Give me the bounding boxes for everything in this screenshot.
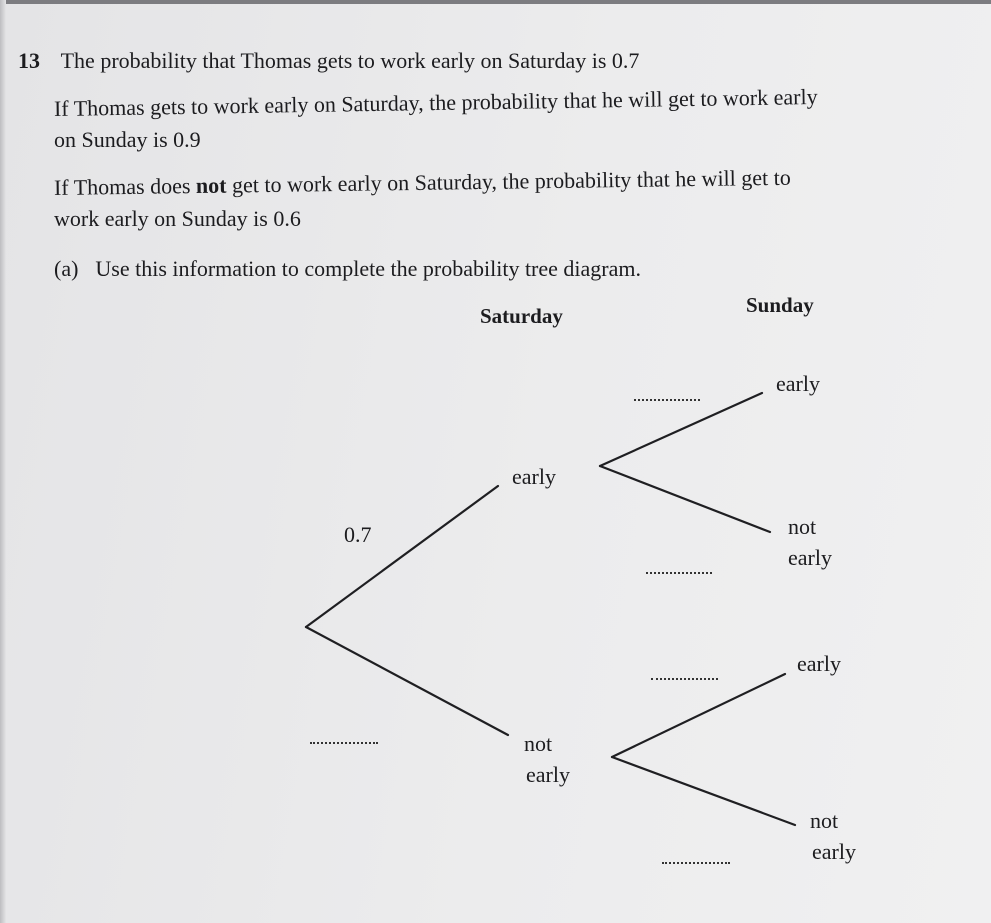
label-sat-not-early: early: [526, 762, 570, 787]
label-sun-b-not-early: early: [812, 839, 856, 864]
question-para2-line1: If Thomas gets to work early on Saturday, the probability that he will get to work early: [53, 84, 818, 121]
para3-post: get to work early on Saturday, the probability that he will get to: [226, 164, 791, 198]
answer-blank-sun-early-after-early[interactable]: [634, 399, 700, 401]
branch-sat-not-early: [306, 627, 508, 735]
branch-sun-early-after-early: [600, 393, 762, 466]
label-sun-a-early: early: [776, 371, 820, 396]
answer-blank-sun-not-after-early[interactable]: [646, 572, 712, 574]
label-sun-a-not: not: [788, 514, 817, 539]
para3-bold-not: not: [195, 172, 227, 199]
label-sun-b-early: early: [797, 651, 841, 676]
answer-blank-sun-early-after-not[interactable]: [651, 678, 718, 680]
label-sun-b-not: not: [810, 808, 839, 833]
question-para2-line2: on Sunday is 0.9: [54, 127, 201, 152]
question-number: 13: [18, 48, 40, 73]
prob-sat-early: 0.7: [344, 522, 372, 547]
part-a-text: Use this information to complete the probability tree diagram.: [95, 256, 641, 281]
answer-blank-sat-not-early[interactable]: [310, 742, 378, 744]
label-sat-early: early: [512, 464, 556, 489]
answer-blank-sun-not-after-not[interactable]: [662, 862, 730, 864]
branch-sat-early: [306, 486, 498, 627]
question-stem: The probability that Thomas gets to work early on Saturday is 0.7: [60, 48, 640, 73]
question-para3-line2: work early on Sunday is 0.6: [54, 206, 301, 231]
branch-sun-not-after-early: [600, 466, 770, 532]
para3-pre: If Thomas does: [53, 173, 197, 200]
branch-sun-not-after-not: [612, 757, 795, 825]
label-sun-a-not-early: early: [788, 545, 832, 570]
header-sunday: Sunday: [746, 293, 814, 317]
label-sat-not: not: [524, 731, 553, 756]
header-saturday: Saturday: [480, 304, 563, 328]
part-a-label: (a): [54, 256, 79, 281]
branch-sun-early-after-not: [612, 674, 785, 757]
